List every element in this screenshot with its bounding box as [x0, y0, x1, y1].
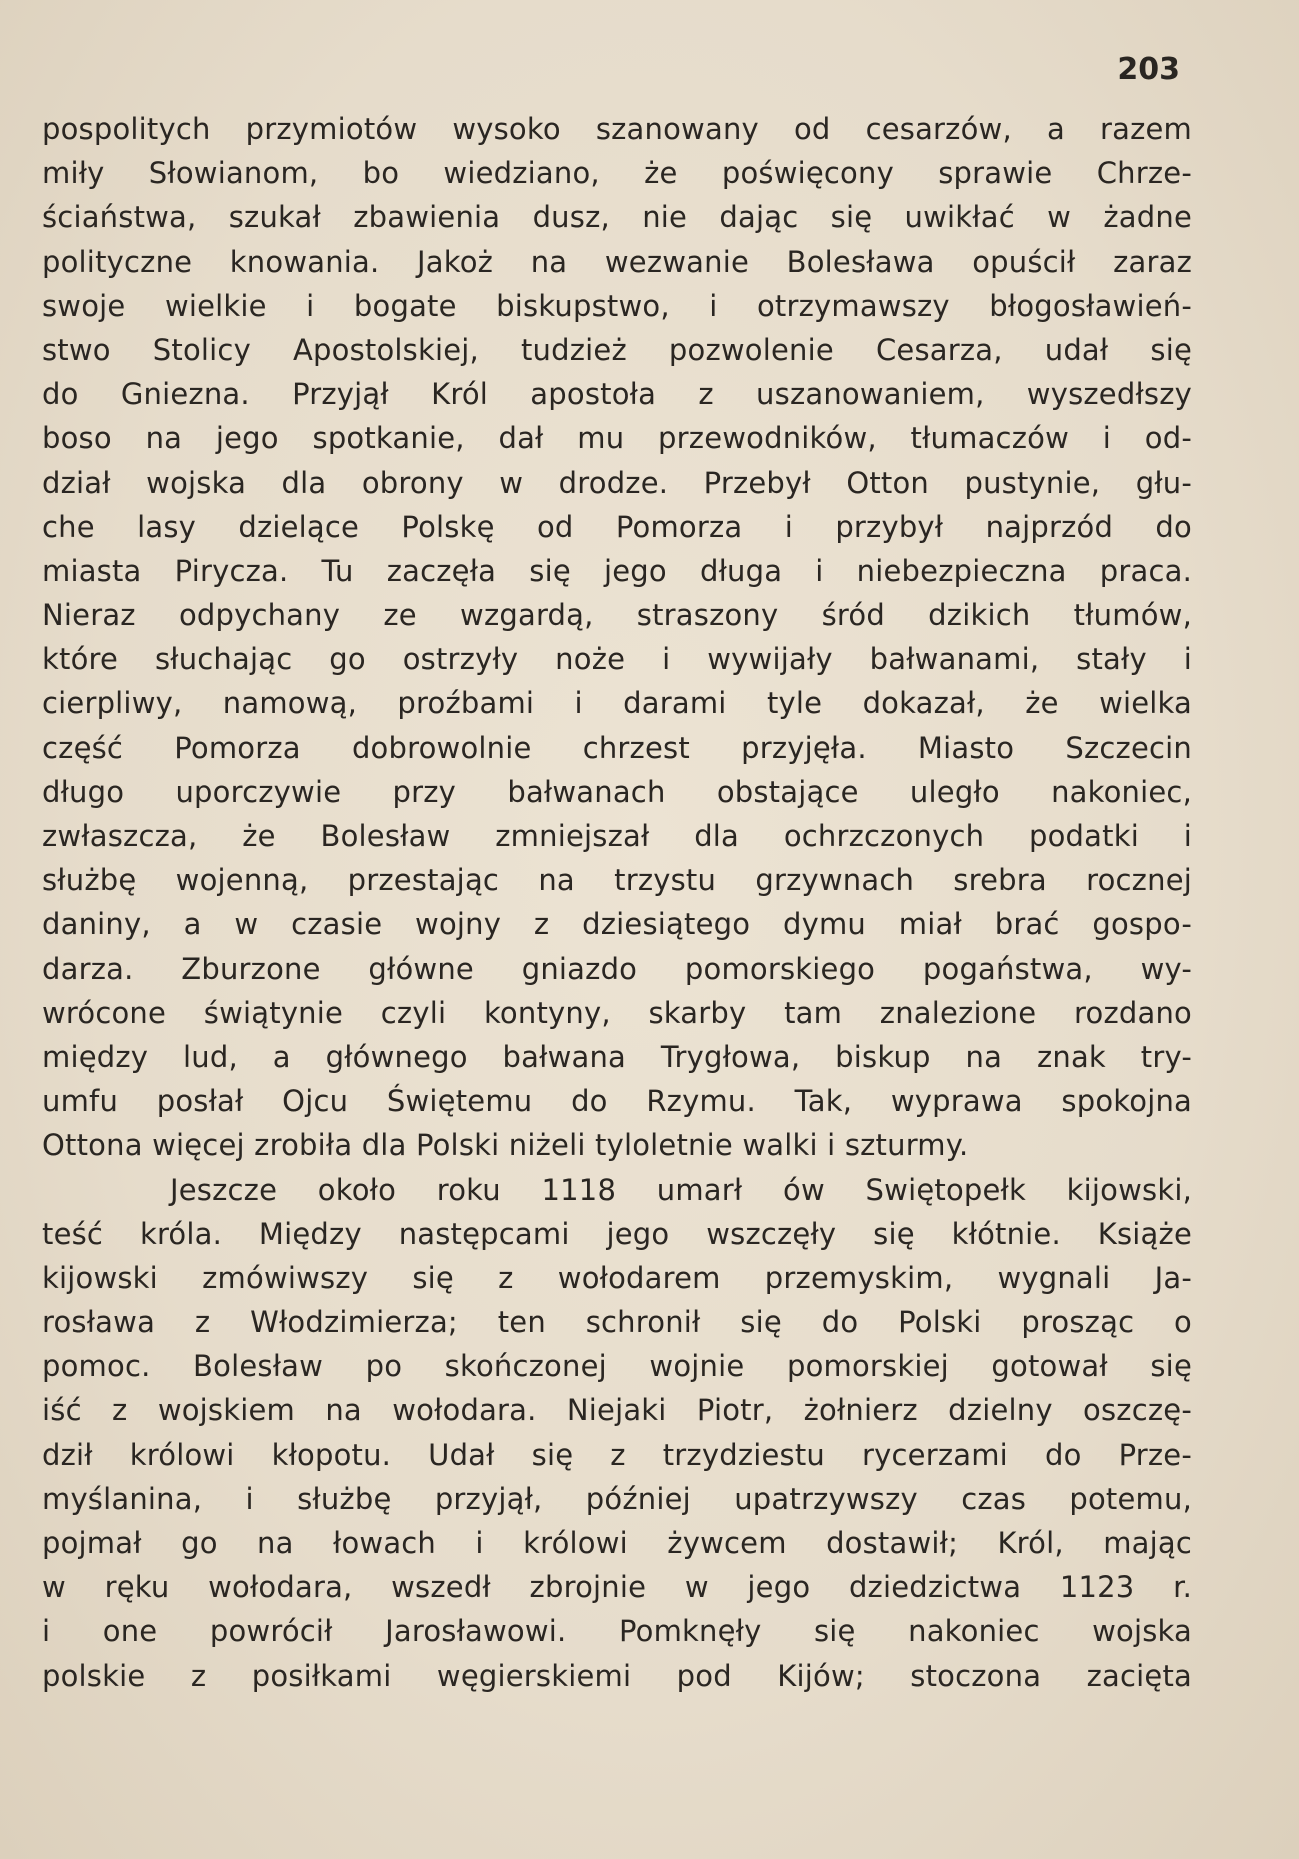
- text-line: pospolitych przymiotów wysoko szanowany od cesarzów, a razem: [42, 112, 1192, 146]
- text-line: ściaństwa, szukał zbawienia dusz, nie dając się uwikłać w żadne: [42, 200, 1192, 235]
- text-line: che lasy dzielące Polskę od Pomorza i przybył najprzód do: [42, 509, 1192, 544]
- text-line: kijowski zmówiwszy się z wołodarem przemyskim, wygnali Ja-: [42, 1260, 1192, 1295]
- text-line: miasta Pirycza. Tu zaczęła się jego długa i niebezpieczna praca.: [42, 553, 1192, 588]
- text-line: dział wojska dla obrony w drodze. Przebył Otton pustynie, głu-: [42, 465, 1192, 500]
- paragraph-start-line: Jeszcze około roku 1118 umarł ów Swiętopełk kijowski,: [170, 1172, 1192, 1207]
- paragraph-end-line: Ottona więcej zrobiła dla Polski niżeli tyloletnie walki i szturmy.: [42, 1128, 969, 1163]
- text-line: długo uporczywie przy bałwanach obstające uległo nakoniec,: [42, 774, 1192, 809]
- text-line: iść z wojskiem na wołodara. Niejaki Piotr, żołnierz dzielny oszczę-: [42, 1393, 1192, 1428]
- page-number: 203: [1117, 52, 1180, 87]
- text-line: i one powrócił Jarosławowi. Pomknęły się nakoniec wojska: [42, 1614, 1192, 1649]
- text-line: rosława z Włodzimierza; ten schronił się do Polski prosząc o: [42, 1305, 1192, 1340]
- text-line: stwo Stolicy Apostolskiej, tudzież pozwolenie Cesarza, udał się: [42, 332, 1192, 367]
- text-line: polityczne knowania. Jakoż na wezwanie Bolesława opuścił zaraz: [42, 244, 1192, 279]
- text-line: boso na jego spotkanie, dał mu przewodników, tłumaczów i od-: [42, 421, 1192, 456]
- text-line: umfu posłał Ojcu Świętemu do Rzymu. Tak, wyprawa spokojna: [42, 1084, 1192, 1119]
- text-line: polskie z posiłkami węgierskiemi pod Kijów; stoczona zacięta: [42, 1658, 1192, 1693]
- text-line: część Pomorza dobrowolnie chrzest przyjęła. Miasto Szczecin: [42, 730, 1192, 765]
- text-line: teść króla. Między następcami jego wszczęły się kłótnie. Książe: [42, 1216, 1192, 1251]
- text-line: pomoc. Bolesław po skończonej wojnie pomorskiej gotował się: [42, 1349, 1192, 1384]
- text-line: myślanina, i służbę przyjął, później upatrzywszy czas potemu,: [42, 1481, 1192, 1516]
- text-line: zwłaszcza, że Bolesław zmniejszał dla ochrzczonych podatki i: [42, 819, 1192, 853]
- text-line: darza. Zburzone główne gniazdo pomorskiego pogaństwa, wy-: [42, 951, 1192, 986]
- text-line: dził królowi kłopotu. Udał się z trzydziestu rycerzami do Prze-: [42, 1437, 1192, 1472]
- text-line: do Gniezna. Przyjął Król apostoła z uszanowaniem, wyszedłszy: [42, 377, 1192, 412]
- text-line: między lud, a głównego bałwana Trygłowa, biskup na znak try-: [42, 1039, 1192, 1074]
- text-line: swoje wielkie i bogate biskupstwo, i otrzymawszy błogosławień-: [42, 288, 1192, 323]
- text-line: wrócone świątynie czyli kontyny, skarby tam znalezione rozdano: [42, 995, 1192, 1030]
- text-line: miły Słowianom, bo wiedziano, że poświęcony sprawie Chrze-: [42, 156, 1192, 191]
- text-line: które słuchając go ostrzyły noże i wywijały bałwanami, stały i: [42, 642, 1192, 677]
- text-line: pojmał go na łowach i królowi żywcem dostawił; Król, mając: [42, 1526, 1192, 1560]
- text-line: w ręku wołodara, wszedł zbrojnie w jego dziedzictwa 1123 r.: [42, 1570, 1192, 1605]
- body-text: [42, 107, 1192, 1698]
- text-line: Nieraz odpychany ze wzgardą, straszony śród dzikich tłumów,: [42, 598, 1192, 633]
- text-line: daniny, a w czasie wojny z dziesiątego dymu miał brać gospo-: [42, 907, 1192, 942]
- text-line: służbę wojenną, przestając na trzystu grzywnach srebra rocznej: [42, 863, 1192, 898]
- text-line: cierpliwy, namową, proźbami i darami tyle dokazał, że wielka: [42, 686, 1192, 721]
